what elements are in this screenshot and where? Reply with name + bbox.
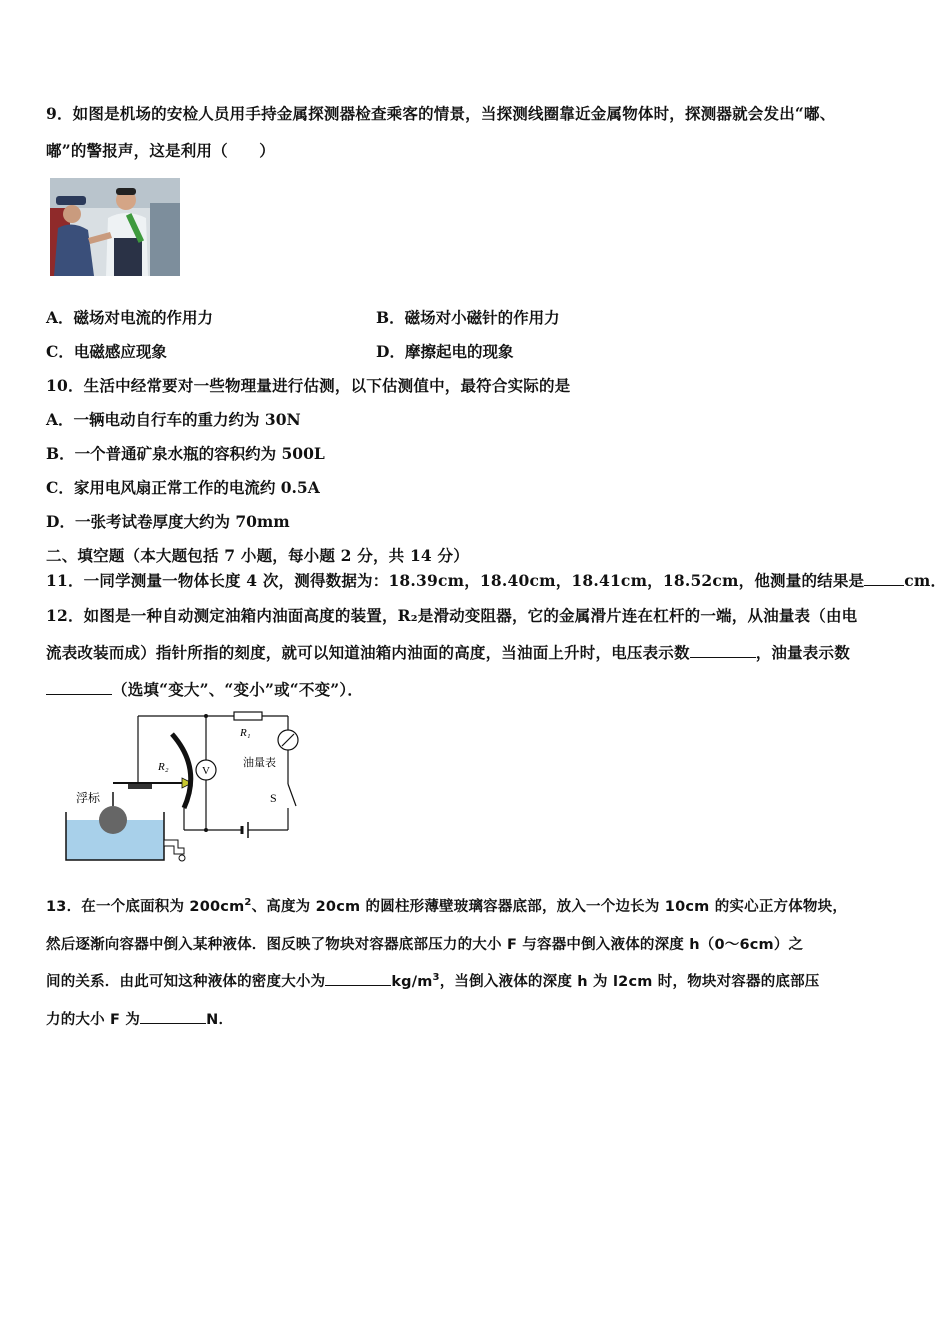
q12-stem-line2 [46,641,850,663]
switch-label: S [270,791,277,805]
switch-s [288,784,296,806]
q9-option-a[interactable]: A．磁场对电流的作用力 [46,308,214,327]
q9-option-c[interactable]: C．电磁感应现象 [46,342,167,361]
q12-line3-text: （选填“变大”、“变小”或“不变”）． [112,680,364,699]
q12-fuel-gauge-blank[interactable] [46,680,112,695]
drain-tap-icon [164,840,184,854]
q13-stem-line3 [46,970,820,991]
q10-option-d[interactable]: D．一张考试卷厚度大约为 70mm [46,512,290,531]
q13-stem-line1 [46,895,847,916]
float-ball [99,806,127,834]
q11-stem [46,569,946,591]
q10-option-b[interactable]: B．一个普通矿泉水瓶的容积约为 500L [46,444,325,463]
q11-text: 11．一同学测量一物体长度 4 次，测得数据为：18.39cm，18.40cm，18.41cm，18.52cm，他测量的结果是 [46,571,865,590]
q13-line1-part2: 、高度为 20cm 的圆柱形薄壁玻璃容器底部，放入一个边长为 10cm 的实心正方体物块， [251,899,848,915]
q13-line4-part2: N． [206,1012,234,1028]
q10-option-c[interactable]: C．家用电风扇正常工作的电流约 0.5A [46,478,320,497]
q13-line3-part1: 间的关系．由此可知这种液体的密度大小为 [46,974,326,990]
q9-option-d[interactable]: D．摩擦起电的现象 [376,342,514,361]
q13-line3-sup: 3 [432,972,440,984]
q13-line3-unit: kg/m [391,974,433,990]
q13-density-blank[interactable] [325,971,391,986]
r1-label: R₁ [240,727,251,739]
q11-answer-blank[interactable] [864,571,904,586]
r2-rheostat [172,734,191,808]
r2-label: R₂ [158,761,169,773]
q9-stem-line1: 9．如图是机场的安检人员用手持金属探测器检查乘客的情景，当探测线圈靠近金属物体时，探测器就会发出“嘟、 [46,104,836,123]
q13-line4-part1: 力的大小 F 为 [46,1012,141,1028]
q13-force-blank[interactable] [140,1009,206,1024]
q13-stem-line4 [46,1008,233,1029]
q9-stem-line2: 嘟”的警报声，这是利用（ ） [46,141,275,160]
q13-line1-sup: 2 [244,897,252,909]
q12-stem-line3 [46,678,363,700]
q12-stem-line1: 12．如图是一种自动测定油箱内油面高度的装置，R₂是滑动变阻器，它的金属滑片连在杠杆的一端，从油量表（由电 [46,606,858,625]
r1-resistor [234,712,262,720]
q9-option-b[interactable]: B．磁场对小磁针的作用力 [376,308,560,327]
q12-line2-part2: ，油量表示数 [755,643,850,662]
security-check-photo [50,178,180,276]
q13-line3-part2: ，当倒入液体的深度 h 为 l2cm 时，物块对容器的底部压 [439,974,820,990]
float-label: 浮标 [76,791,101,805]
q10-option-a[interactable]: A．一辆电动自行车的重力约为 30N [46,410,301,429]
q12-line2-part1: 流表改装而成）指针所指的刻度，就可以知道油箱内油面的高度，当油面上升时，电压表示数 [46,643,690,662]
fuel-gauge-label: 油量表 [243,757,276,769]
voltmeter-label: V [202,765,210,777]
q11-unit: cm． [904,571,947,590]
section-2-heading: 二、填空题（本大题包括 7 小题，每小题 2 分，共 14 分） [46,546,469,565]
q13-line1-part1: 13．在一个底面积为 200cm [46,899,245,915]
q13-stem-line2: 然后逐渐向容器中倒入某种液体．图反映了物块对容器底部压力的大小 F 与容器中倒入液体的深度 h（0～6cm）之 [46,937,804,953]
q12-voltmeter-blank[interactable] [690,643,756,658]
oil-level-circuit-diagram [58,708,308,866]
q10-stem: 10．生活中经常要对一些物理量进行估测，以下估测值中，最符合实际的是 [46,376,571,395]
